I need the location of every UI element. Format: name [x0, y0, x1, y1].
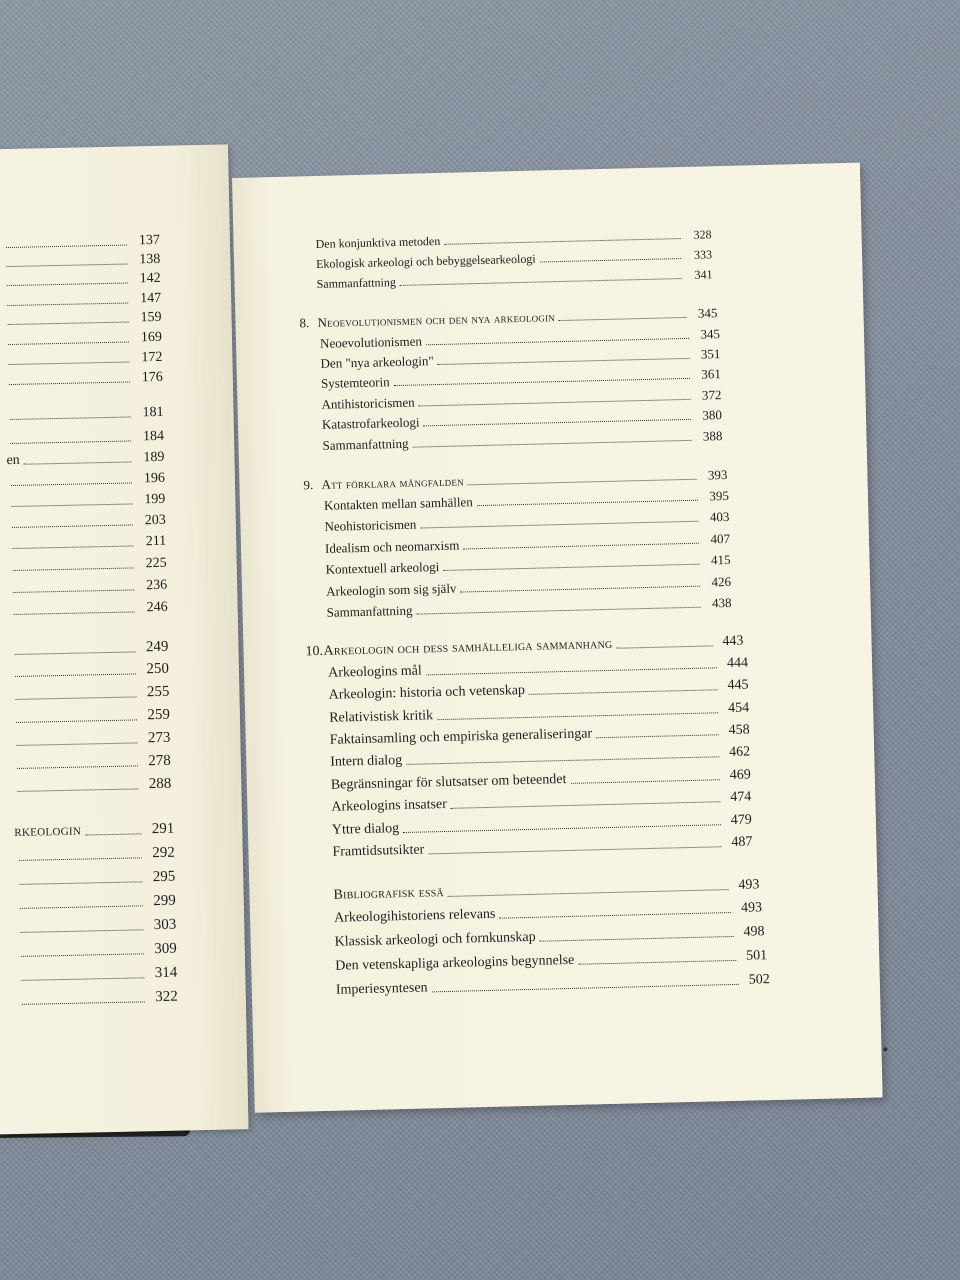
toc-page-number: 474: [730, 789, 752, 806]
toc-page-number: 403: [709, 508, 730, 525]
left-toc-entry: [13, 773, 171, 796]
dot-leader: [11, 482, 132, 486]
dot-leader: [540, 258, 681, 262]
dot-leader: [21, 953, 144, 957]
left-toc-entry: [17, 938, 177, 961]
toc-entry-label: Begränsningar för slutsatser om beteendet: [330, 772, 567, 793]
dot-leader: [10, 416, 131, 420]
left-toc-entry: [6, 446, 164, 469]
toc-page-number: 462: [729, 744, 751, 761]
dot-leader: [7, 303, 128, 307]
left-toc-entry: [9, 596, 167, 619]
chapter-number: 10.: [305, 643, 324, 660]
toc-page-number: 502: [748, 972, 770, 988]
left-toc-entry: [14, 818, 174, 841]
dot-leader: [463, 543, 699, 550]
toc-entry-label: Systemteorin: [320, 374, 390, 391]
left-toc-entry: [16, 890, 176, 913]
toc-page-number: 380: [702, 407, 723, 423]
left-toc-page-number: 259: [147, 706, 171, 724]
left-toc-page-number: 278: [148, 752, 172, 770]
toc-page-number: 395: [709, 487, 730, 504]
toc-entry-label: Neoevolutionismen: [319, 333, 423, 351]
dot-leader: [19, 881, 142, 885]
left-toc-page-number: 273: [147, 729, 171, 747]
dot-leader: [500, 912, 732, 919]
toc-page-number: 454: [727, 700, 750, 717]
left-toc-page-number: 292: [152, 844, 175, 862]
left-toc-entry: [16, 914, 176, 937]
dot-leader: [426, 667, 717, 675]
left-toc-page-number: 246: [146, 599, 168, 616]
toc-page-number: 469: [729, 767, 751, 784]
left-toc-entry: [8, 552, 166, 575]
left-toc-entry: [18, 986, 178, 1009]
toc-entry-label: Klassisk arkeologi och fornkunskap: [334, 929, 536, 950]
left-toc-page-number: 176: [141, 369, 163, 386]
left-toc-entry: [12, 704, 170, 727]
left-toc-page-number: 142: [139, 270, 161, 287]
left-toc-entry: [17, 962, 177, 985]
dot-leader: [413, 440, 692, 448]
dot-leader: [12, 524, 133, 528]
left-toc-label: rkeologin: [14, 822, 82, 841]
chapter-title: Bibliografisk essä: [333, 885, 445, 903]
left-toc-page-number: 203: [144, 512, 166, 529]
dot-leader: [559, 317, 687, 321]
toc-entry-label: Neohistoricismen: [324, 516, 417, 534]
toc-entry-label: Kontakten mellan samhällen: [323, 494, 473, 513]
left-toc-page-number: 138: [139, 251, 161, 268]
left-toc: [0, 144, 228, 1006]
left-toc-page-number: 249: [145, 638, 169, 656]
dot-leader: [451, 801, 720, 809]
chapter-title: Neoevolutionismen och den nya arkeologin: [317, 309, 556, 330]
left-toc-page-number: 181: [142, 404, 164, 421]
toc-entry-label: Arkeologin som sig själv: [325, 580, 457, 599]
toc-page-number: 445: [727, 677, 749, 694]
dot-leader: [20, 929, 143, 933]
left-toc-entry: [5, 401, 163, 424]
left-toc-page-number: 309: [154, 940, 177, 958]
left-toc-page-number: 322: [155, 988, 178, 1006]
toc-page-number: 328: [693, 227, 712, 242]
left-toc-page-number: 211: [145, 533, 167, 550]
dot-leader: [17, 765, 138, 769]
toc-entry-label: Katastrofarkeologi: [321, 414, 420, 432]
toc-page-number: 415: [710, 551, 731, 568]
dot-leader: [24, 461, 132, 464]
toc-page-number: 345: [700, 326, 721, 342]
left-toc-page-number: 314: [154, 964, 178, 982]
toc-entry-label: Sammanfattning: [326, 602, 413, 620]
left-toc-entry: [13, 750, 171, 773]
toc-entry-label: Antihistoricismen: [321, 394, 415, 412]
toc-page-number: 479: [730, 812, 753, 829]
left-toc-page-number: 189: [143, 449, 165, 466]
toc-page-number: 444: [726, 655, 749, 672]
toc-page-number: 407: [710, 530, 731, 547]
toc-page-number: 498: [743, 924, 765, 940]
dot-leader: [616, 645, 712, 648]
dot-leader: [9, 381, 130, 385]
toc-entry-label: Sammanfattning: [316, 275, 397, 291]
right-page: [232, 163, 883, 1113]
left-toc-page-number: 250: [146, 660, 170, 678]
toc-entry-label: Faktainsamling och empiriska generaliseringar: [329, 726, 593, 748]
toc-page-number: 493: [738, 877, 760, 893]
left-toc-entry: [15, 842, 175, 865]
left-toc-entry: [7, 488, 165, 511]
dot-leader: [16, 719, 137, 723]
left-toc-page-number: 295: [152, 868, 176, 886]
chapter-number: 8.: [299, 315, 310, 331]
dot-leader: [448, 889, 729, 897]
page-speck: [883, 1047, 887, 1051]
toc-entry-label: Arkeologihistoriens relevans: [333, 906, 496, 926]
dot-leader: [8, 361, 129, 365]
dot-leader: [437, 712, 718, 720]
left-toc-page-number: 199: [144, 491, 166, 508]
right-toc: [232, 163, 860, 998]
toc-entry-label: Imperiesyntesen: [335, 980, 428, 998]
toc-page-number: 341: [694, 267, 713, 282]
dot-leader: [420, 521, 698, 529]
dot-leader: [15, 651, 136, 655]
dot-leader: [85, 833, 141, 835]
toc-page-number: 493: [740, 900, 763, 916]
left-toc-page-number: 255: [146, 683, 170, 701]
left-toc-entry: [15, 866, 175, 889]
left-toc-entry: [5, 366, 163, 389]
dot-leader: [17, 788, 138, 792]
toc-page-number: 487: [731, 834, 753, 850]
left-toc-page-number: 236: [146, 577, 168, 594]
toc-page-number: 345: [697, 305, 718, 321]
left-toc-page-number: 299: [153, 892, 176, 910]
left-toc-entry: [7, 467, 165, 490]
left-toc-entry: [9, 574, 167, 597]
chapter-title: Att förklara mångfalden: [321, 473, 464, 492]
dot-leader: [14, 611, 135, 615]
dot-leader: [417, 607, 701, 615]
toc-page-number: 393: [707, 466, 728, 483]
dot-leader: [13, 589, 134, 593]
dot-leader: [13, 567, 134, 571]
dot-leader: [428, 846, 721, 854]
toc-page-number: 501: [745, 948, 768, 964]
dot-leader: [16, 696, 137, 700]
left-toc-entry: [11, 681, 169, 704]
dot-leader: [596, 734, 719, 738]
left-toc-page-number: 169: [140, 329, 163, 346]
dot-leader: [22, 1001, 145, 1005]
toc-entry-label: Sammanfattning: [322, 435, 409, 453]
toc-page-number: 333: [693, 247, 713, 262]
left-toc-label: en: [6, 452, 20, 469]
chapter-title: Arkeologin och dess samhälleliga sammanhang: [323, 636, 613, 659]
dot-leader: [11, 503, 132, 507]
toc-entry-label: Relativistisk kritik: [329, 708, 434, 726]
toc-page-number: 361: [701, 366, 722, 382]
dot-leader: [529, 689, 718, 695]
left-toc-page-number: 147: [139, 290, 162, 307]
dot-leader: [21, 977, 144, 981]
left-toc-entry: [6, 425, 164, 448]
toc-page-number: 426: [711, 573, 732, 590]
toc-entry-label: Den konjunktiva metoden: [315, 233, 441, 251]
toc-page-number: 351: [700, 346, 721, 362]
dot-leader: [461, 586, 701, 593]
toc-page-number: 388: [702, 428, 723, 444]
left-toc-page-number: 288: [148, 775, 172, 793]
toc-entry-label: Arkeologins insatser: [331, 796, 448, 815]
dot-leader: [10, 440, 131, 444]
dot-leader: [432, 984, 739, 993]
dot-leader: [477, 500, 698, 506]
dot-leader: [15, 673, 136, 677]
toc-entry-label: Den vetenskapliga arkeologins begynnelse: [335, 952, 575, 974]
dot-leader: [8, 322, 129, 326]
toc-entry-label: Kontextuell arkeologi: [325, 559, 440, 577]
left-toc-entry: [11, 658, 169, 681]
toc-entry-label: Yttre dialog: [331, 821, 400, 838]
toc-page-number: 458: [728, 722, 750, 739]
toc-page-number: 438: [711, 594, 732, 611]
toc-page-number: 372: [701, 387, 722, 403]
left-toc-page-number: 159: [140, 309, 162, 326]
dot-leader: [6, 264, 127, 268]
dot-leader: [406, 756, 719, 765]
dot-leader: [468, 479, 697, 486]
toc-entry-label: Idealism och neomarxism: [324, 537, 460, 556]
dot-leader: [16, 742, 137, 746]
left-toc-page-number: 303: [153, 916, 177, 934]
left-toc-page-number: 196: [143, 470, 166, 487]
left-toc-page-number: 291: [151, 820, 175, 838]
dot-leader: [12, 545, 133, 549]
left-toc-entry: [8, 509, 166, 532]
left-toc-entry: [8, 530, 166, 553]
dot-leader: [19, 857, 142, 861]
toc-entry-label: Ekologisk arkeologi och bebyggelsearkeologi: [315, 251, 536, 271]
chapter-number: 9.: [303, 477, 314, 493]
dot-leader: [570, 779, 719, 784]
toc-entry-label: Den "nya arkeologin": [320, 353, 434, 371]
dot-leader: [8, 342, 129, 346]
toc-entry-label: Arkeologin: historia och vetenskap: [328, 682, 526, 703]
toc-entry-label: Intern dialog: [330, 753, 403, 770]
toc-entry-label: Arkeologins mål: [327, 663, 423, 681]
dot-leader: [20, 905, 143, 909]
dot-leader: [443, 564, 699, 571]
left-toc-page-number: 225: [145, 555, 167, 572]
dot-leader: [7, 283, 128, 287]
left-toc-page-number: 172: [141, 349, 163, 366]
toc-page-number: 443: [722, 633, 744, 650]
toc-entry-label: Framtidsutsikter: [332, 842, 425, 860]
left-toc-page-number: 184: [142, 428, 165, 445]
dot-leader: [6, 245, 127, 249]
dot-leader: [400, 278, 682, 286]
left-toc-entry: [12, 727, 170, 750]
dot-leader: [540, 936, 734, 942]
dot-leader: [578, 960, 736, 965]
left-toc-page-number: 137: [138, 232, 161, 249]
left-page: [0, 144, 249, 1134]
left-toc-entry: [10, 636, 168, 659]
